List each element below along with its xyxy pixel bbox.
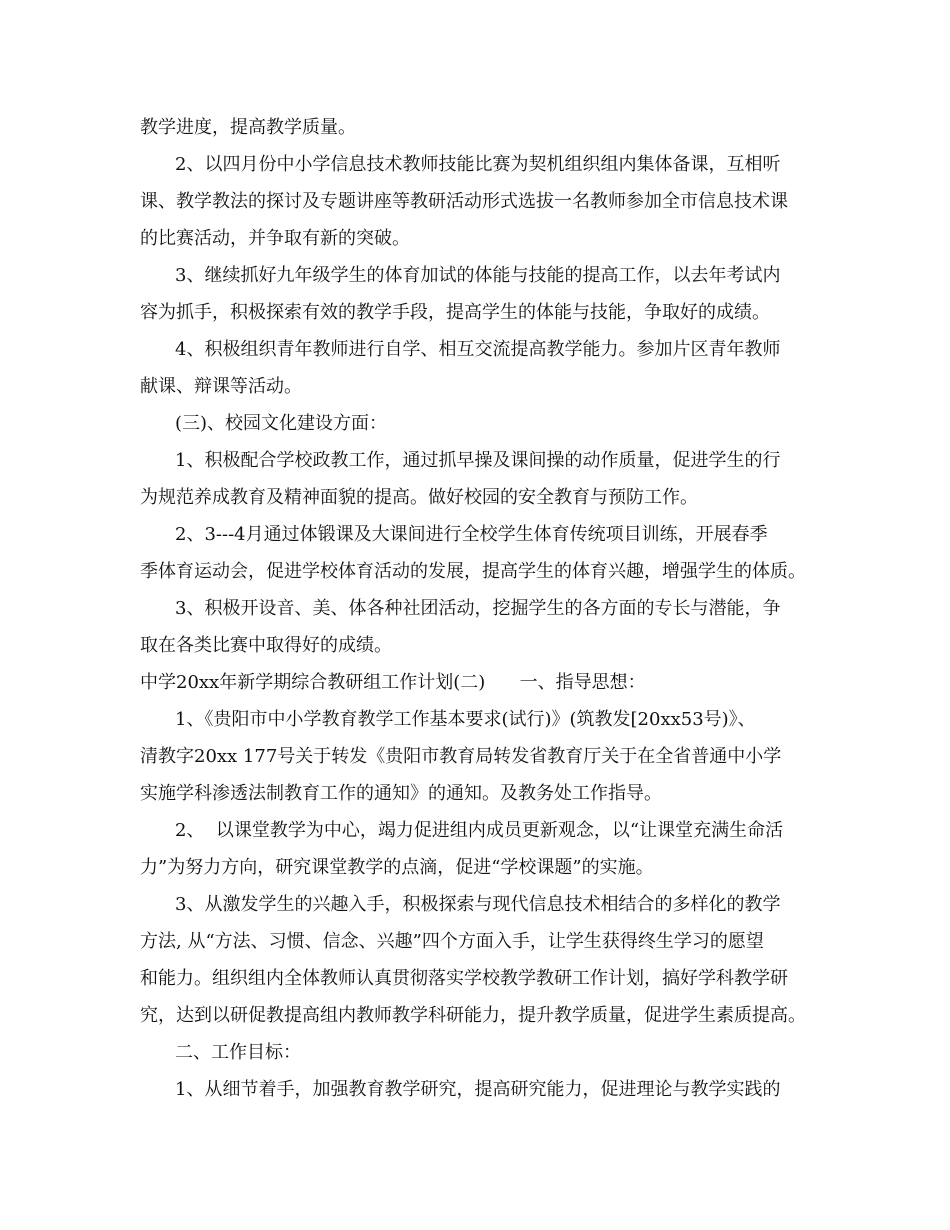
paragraph-line: 课、教学教法的探讨及专题讲座等教研活动形式选拔一名教师参加全市信息技术课 <box>140 191 788 212</box>
paragraph-line: 和能力。组织组内全体教师认真贯彻落实学校教学教研工作计划，搞好学科教学研 <box>140 968 788 989</box>
paragraph-line: 1、《贵阳市中小学教育教学工作基本要求(试行)》(筑教发[20xx53号)》、 <box>175 709 756 730</box>
section-heading: (三)、校园文化建设方面： <box>175 413 388 434</box>
paragraph-line: 2、 以课堂教学为中心，竭力促进组内成员更新观念，以“让课堂充满生命活 <box>175 820 784 841</box>
section-heading: 二、工作目标： <box>175 1042 301 1063</box>
paragraph-line: 取在各类比赛中取得好的成绩。 <box>140 635 392 656</box>
paragraph-line: 的比赛活动，并争取有新的突破。 <box>140 228 410 249</box>
paragraph-line: 3、积极开设音、美、体各种社团活动，挖掘学生的各方面的专长与潜能，争 <box>175 598 781 619</box>
paragraph-line: 2、3---4月通过体锻课及大课间进行全校学生体育传统项目训练，开展春季 <box>175 524 768 545</box>
paragraph-line: 献课、辩课等活动。 <box>140 376 302 397</box>
paragraph-line: 为规范养成教育及精神面貌的提高。做好校园的安全教育与预防工作。 <box>140 487 698 508</box>
paragraph-line: 季体育运动会，促进学校体育活动的发展，提高学生的体育兴趣，增强学生的体质。 <box>140 561 806 582</box>
paragraph-line: 容为抓手，积极探索有效的教学手段，提高学生的体能与技能，争取好的成绩。 <box>140 302 770 323</box>
paragraph-line: 方法, 从“方法、习惯、信念、兴趣”四个方面入手，让学生获得终生学习的愿望 <box>140 931 764 952</box>
paragraph-line: 1、积极配合学校政教工作，通过抓早操及课间操的动作质量，促进学生的行 <box>175 450 781 471</box>
paragraph-line: 4、积极组织青年教师进行自学、相互交流提高教学能力。参加片区青年教师 <box>175 339 781 360</box>
paragraph-line: 3、从激发学生的兴趣入手，积极探索与现代信息技术相结合的多样化的教学 <box>175 894 781 915</box>
paragraph-line: 实施学科渗透法制教育工作的通知》的通知。及教务处工作指导。 <box>140 783 662 804</box>
paragraph-line: 力”为努力方向，研究课堂教学的点滴，促进“学校课题”的实施。 <box>140 857 654 878</box>
paragraph-line: 1、从细节着手，加强教育教学研究，提高研究能力，促进理论与教学实践的 <box>175 1079 781 1100</box>
paragraph-line: 2、以四月份中小学信息技术教师技能比赛为契机组织组内集体备课，互相听 <box>175 154 781 175</box>
document-title-line: 中学20xx年新学期综合教研组工作计划(二) 一、指导思想： <box>140 672 646 693</box>
paragraph-line: 清教字20xx 177号关于转发《贵阳市教育局转发省教育厅关于在全省普通中小学 <box>140 746 782 767</box>
paragraph-line: 究，达到以研促教提高组内教师教学科研能力，提升教学质量，促进学生素质提高。 <box>140 1005 806 1026</box>
paragraph-line: 教学进度，提高教学质量。 <box>140 117 356 138</box>
paragraph-line: 3、继续抓好九年级学生的体育加试的体能与技能的提高工作，以去年考试内 <box>175 265 781 286</box>
